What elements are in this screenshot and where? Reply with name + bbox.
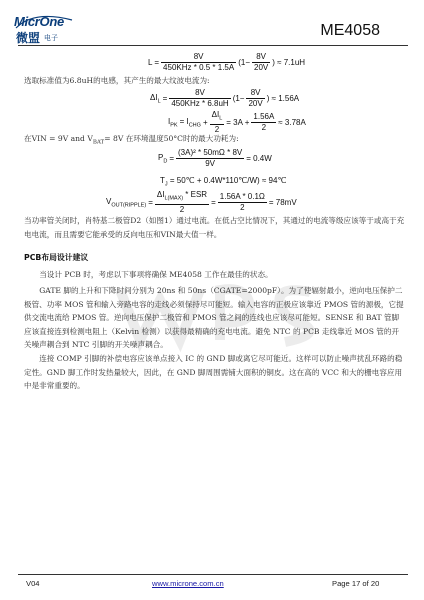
formula-fraction — [210, 110, 225, 135]
formula-junction-temp: $T_J$ = 50℃ + 0.4W*110℃/W) ≈ 94℃ — [160, 176, 287, 188]
fraction-numerator: 1.56A * 0.1Ω — [219, 191, 265, 201]
footer-divider — [18, 574, 408, 575]
fraction-numerator: 1.56A — [253, 111, 275, 121]
formula-lhs: $I_{PK}$ — [168, 116, 178, 129]
formula-fraction — [251, 112, 276, 133]
page-title: ME4058 — [320, 22, 380, 39]
formula-paren: (1− — [232, 94, 245, 103]
fraction-numerator: 8V — [161, 52, 236, 63]
logo-chinese-suffix: 电子 — [44, 34, 58, 42]
fraction-denominator: 9V — [205, 159, 216, 168]
logo-wordmark: MicrOne — [14, 14, 64, 29]
formula-fraction — [176, 148, 244, 169]
formula-ripple-current — [150, 88, 299, 109]
formula-paren: (1− — [238, 58, 250, 67]
formula-output-ripple — [106, 190, 297, 215]
formula-power-dissipation — [158, 148, 272, 169]
fraction-numerator: 8V — [169, 88, 230, 99]
formula-fraction — [252, 52, 270, 73]
fraction-denominator: 20V — [248, 99, 263, 108]
paragraph-choose-inductor: 选取标准值为6.8uH的电感，其产生的最大纹波电流为: — [24, 76, 210, 85]
formula-eq: = — [211, 197, 216, 207]
footer-version: V04 — [26, 579, 40, 588]
formula-eq: = — [162, 94, 168, 103]
fraction-numerator: $\Delta I_L$ — [210, 110, 225, 125]
section-heading-pcb: PCB布局设计建议 — [24, 253, 89, 262]
fraction-denominator: 2 — [261, 122, 267, 132]
formula-mid: = 3A + — [226, 117, 250, 127]
paragraph-gate-layout: GATE 脚的上升和下降时间分别为 20ns 和 50ns（CGATE=2000pF）。为了使辐射最小，逆向电压保护二极管、功率 MOS 管和输入旁路电容的走线必须保持尽可能短。输入电容的正极应该靠近 PMOS 管的源极，它提供交流电流给 PMOS 管。逆向电压保护二极管和 PMOS 管之间的连线也应该尽可能短。SENSE 和 BAT 管脚应该直接连到检测电阻上（Kelvin 检测）以获得最精确的充电电流。避免 NTC 的 PCB 走线靠近 MOS 管的开关噪声耦合到 NTC 引脚的开关噪声耦合。 — [24, 286, 404, 349]
formula-lhs: L = — [148, 58, 160, 67]
formula-result: ≈ 3.78A — [278, 117, 306, 127]
paragraph-schottky: 当功率管关闭时，肖特基二极管D2（如图1）通过电流。在低占空比情况下，其通过的电流等级应该等于或高于充电电流，而且需要它能承受的反向电压和VIN最大值一样。 — [24, 216, 405, 239]
fraction-numerator: $\Delta I_{L(MAX)}$ * ESR — [155, 190, 209, 205]
formula-fraction — [155, 190, 209, 215]
fraction-denominator: 20V — [254, 63, 269, 72]
formula-peak-current — [168, 110, 306, 135]
formula-fraction — [246, 88, 264, 109]
formula-fraction — [218, 192, 267, 213]
paragraph-pcb-intro: 当设计 PCB 时，考虑以下事项将确保 ME4058 工作在最佳的状态。 — [39, 270, 273, 279]
fraction-numerator: 8V — [252, 52, 270, 63]
formula-lhs: $V_{OUT(RIPPLE)}$ — [106, 196, 147, 209]
formula-result: = 0.4W — [246, 154, 272, 163]
formula-plus: + — [202, 117, 208, 127]
fraction-denominator: 450KHz * 0.5 * 1.5A — [163, 63, 235, 72]
fraction-denominator: 2 — [240, 202, 245, 212]
fraction-denominator: 2 — [179, 204, 185, 214]
formula-eq: = — [148, 197, 153, 207]
formula-result: ) ≈ 1.56A — [266, 94, 300, 103]
paragraph-condition: 在VIN = 9V and $V_{BAT}= 8V$ 在环境温度50°C时的最大功耗为: — [24, 134, 239, 146]
formula-eq: = — [169, 154, 174, 163]
fraction-numerator: (3A)² * 50mΩ * 8V — [178, 148, 243, 157]
formula-result: ) ≈ 7.1uH — [272, 58, 306, 67]
formula-result: = 78mV — [268, 197, 297, 207]
footer-website-link[interactable]: www.microne.com.cn — [152, 579, 224, 588]
fraction-denominator: 2 — [214, 124, 220, 134]
logo-chinese-name: 微盟 — [16, 31, 41, 45]
paragraph-comp-gnd: 连接 COMP 引脚的补偿电容应该单点接入 IC 的 GND 脚或离它尽可能近。这样可以防止噪声扰乱环路的稳定性。GND 脚工作时发热量较大，因此，在 GND 脚周围需铺大面积的铜皮。这在高的 VCC 和大的栅电容应用中是非常重要的。 — [24, 354, 403, 390]
header-divider — [18, 45, 408, 46]
formula-eq: = $I_{CHG}$ — [179, 116, 201, 129]
formula-fraction — [169, 88, 230, 109]
formula-lhs: $P_D$ — [158, 152, 168, 165]
company-logo — [14, 14, 100, 48]
footer-page-number: Page 17 of 20 — [332, 579, 380, 588]
formula-inductance — [148, 52, 305, 73]
formula-fraction — [161, 52, 236, 73]
formula-lhs: $\Delta I_L$ — [150, 92, 161, 105]
fraction-numerator: 8V — [246, 88, 264, 99]
fraction-denominator: 450KHz * 6.8uH — [171, 99, 229, 108]
